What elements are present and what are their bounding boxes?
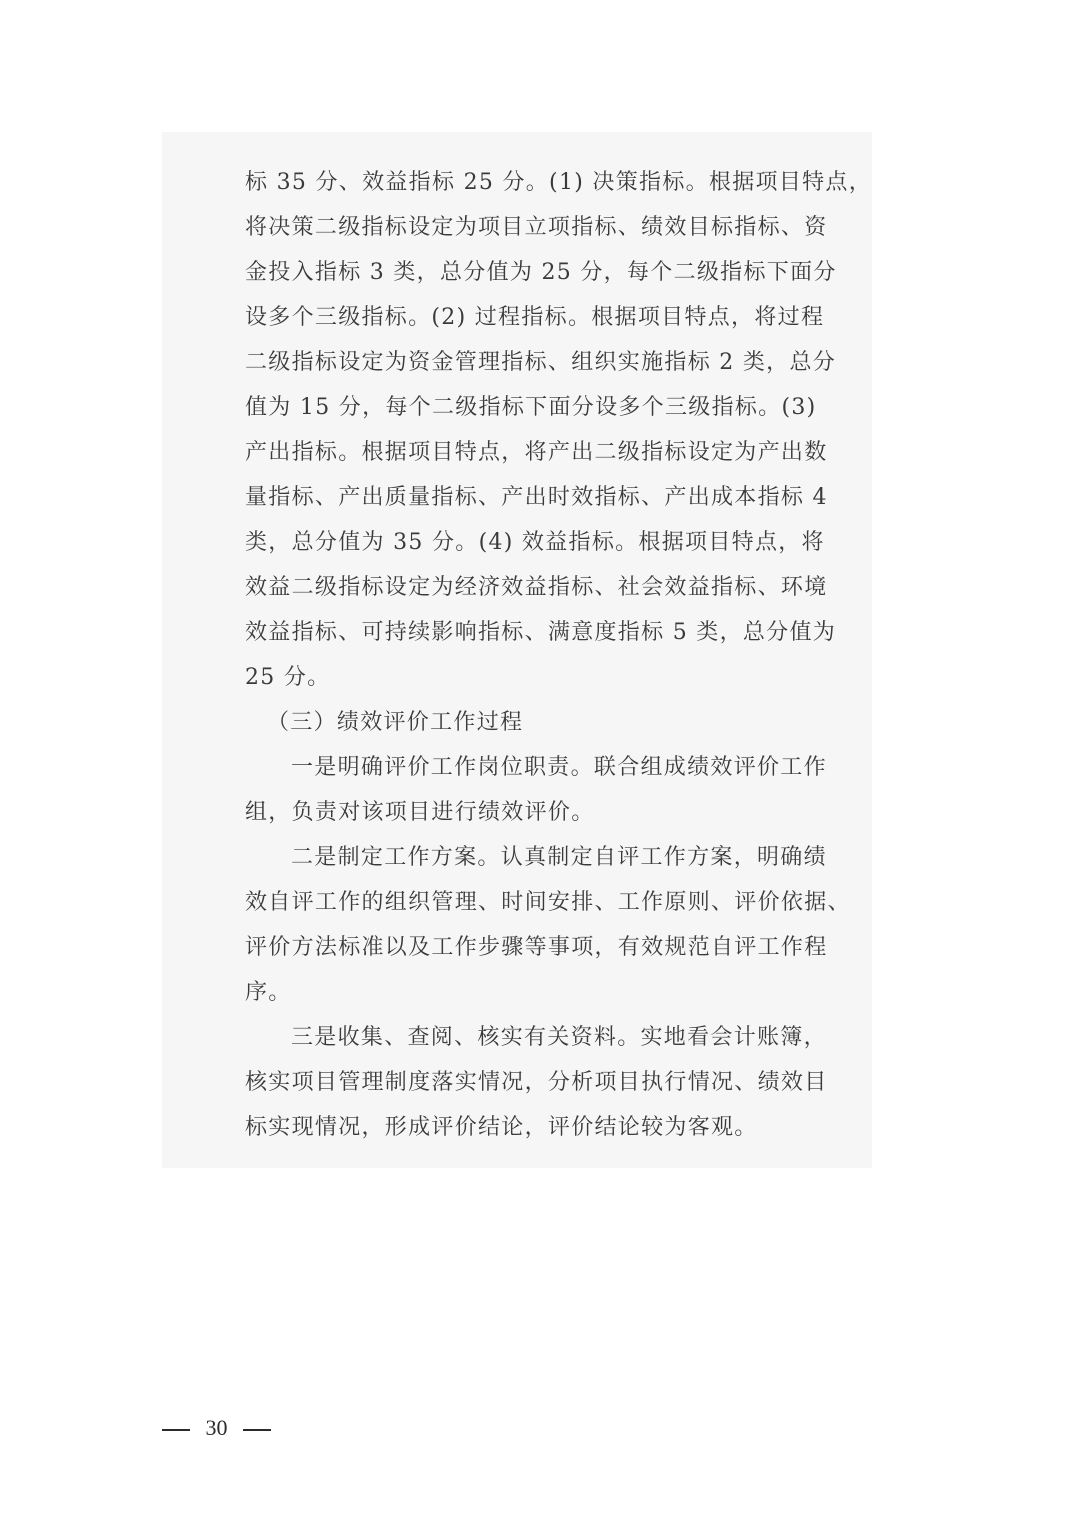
body-line: 标 35 分、效益指标 25 分。(1) 决策指标。根据项目特点， — [245, 170, 873, 195]
body-line: 量指标、产出质量指标、产出时效指标、产出成本指标 4 — [245, 485, 828, 510]
paragraph-line: 核实项目管理制度落实情况，分析项目执行情况、绩效目 — [245, 1070, 828, 1095]
paragraph-line: 效自评工作的组织管理、时间安排、工作原则、评价依据、 — [245, 890, 851, 915]
page-number-value: 30 — [205, 1415, 228, 1440]
body-line: 产出指标。根据项目特点，将产出二级指标设定为产出数 — [245, 440, 828, 465]
paragraph-line: 评价方法标准以及工作步骤等事项，有效规范自评工作程 — [245, 935, 828, 960]
paragraph-line: 标实现情况，形成评价结论，评价结论较为客观。 — [245, 1115, 758, 1140]
paragraph-line: 组，负责对该项目进行绩效评价。 — [245, 800, 595, 825]
document-body — [245, 160, 873, 1150]
body-line: 25 分。 — [245, 665, 331, 690]
paragraph-line: 二是制定工作方案。认真制定自评工作方案，明确绩 — [291, 845, 827, 870]
body-line: 二级指标设定为资金管理指标、组织实施指标 2 类，总分 — [245, 350, 837, 375]
page-number — [162, 1410, 271, 1446]
body-line: 效益二级指标设定为经济效益指标、社会效益指标、环境 — [245, 575, 828, 600]
body-line: 将决策二级指标设定为项目立项指标、绩效目标指标、资 — [245, 215, 828, 240]
body-line: 设多个三级指标。(2) 过程指标。根据项目特点，将过程 — [245, 305, 825, 330]
paragraph-line: 三是收集、查阅、核实有关资料。实地看会计账簿， — [291, 1025, 827, 1050]
body-line: 值为 15 分，每个二级指标下面分设多个三级指标。(3) — [245, 395, 817, 420]
body-line: 效益指标、可持续影响指标、满意度指标 5 类，总分值为 — [245, 620, 837, 645]
right-dash — [243, 1429, 271, 1431]
body-line: 类，总分值为 35 分。(4) 效益指标。根据项目特点，将 — [245, 530, 825, 555]
left-dash — [162, 1429, 190, 1431]
section-heading: （三）绩效评价工作过程 — [267, 710, 524, 735]
paragraph-line: 一是明确评价工作岗位职责。联合组成绩效评价工作 — [291, 755, 827, 780]
paragraph-line: 序。 — [245, 980, 292, 1005]
body-line: 金投入指标 3 类，总分值为 25 分，每个二级指标下面分 — [245, 260, 837, 285]
